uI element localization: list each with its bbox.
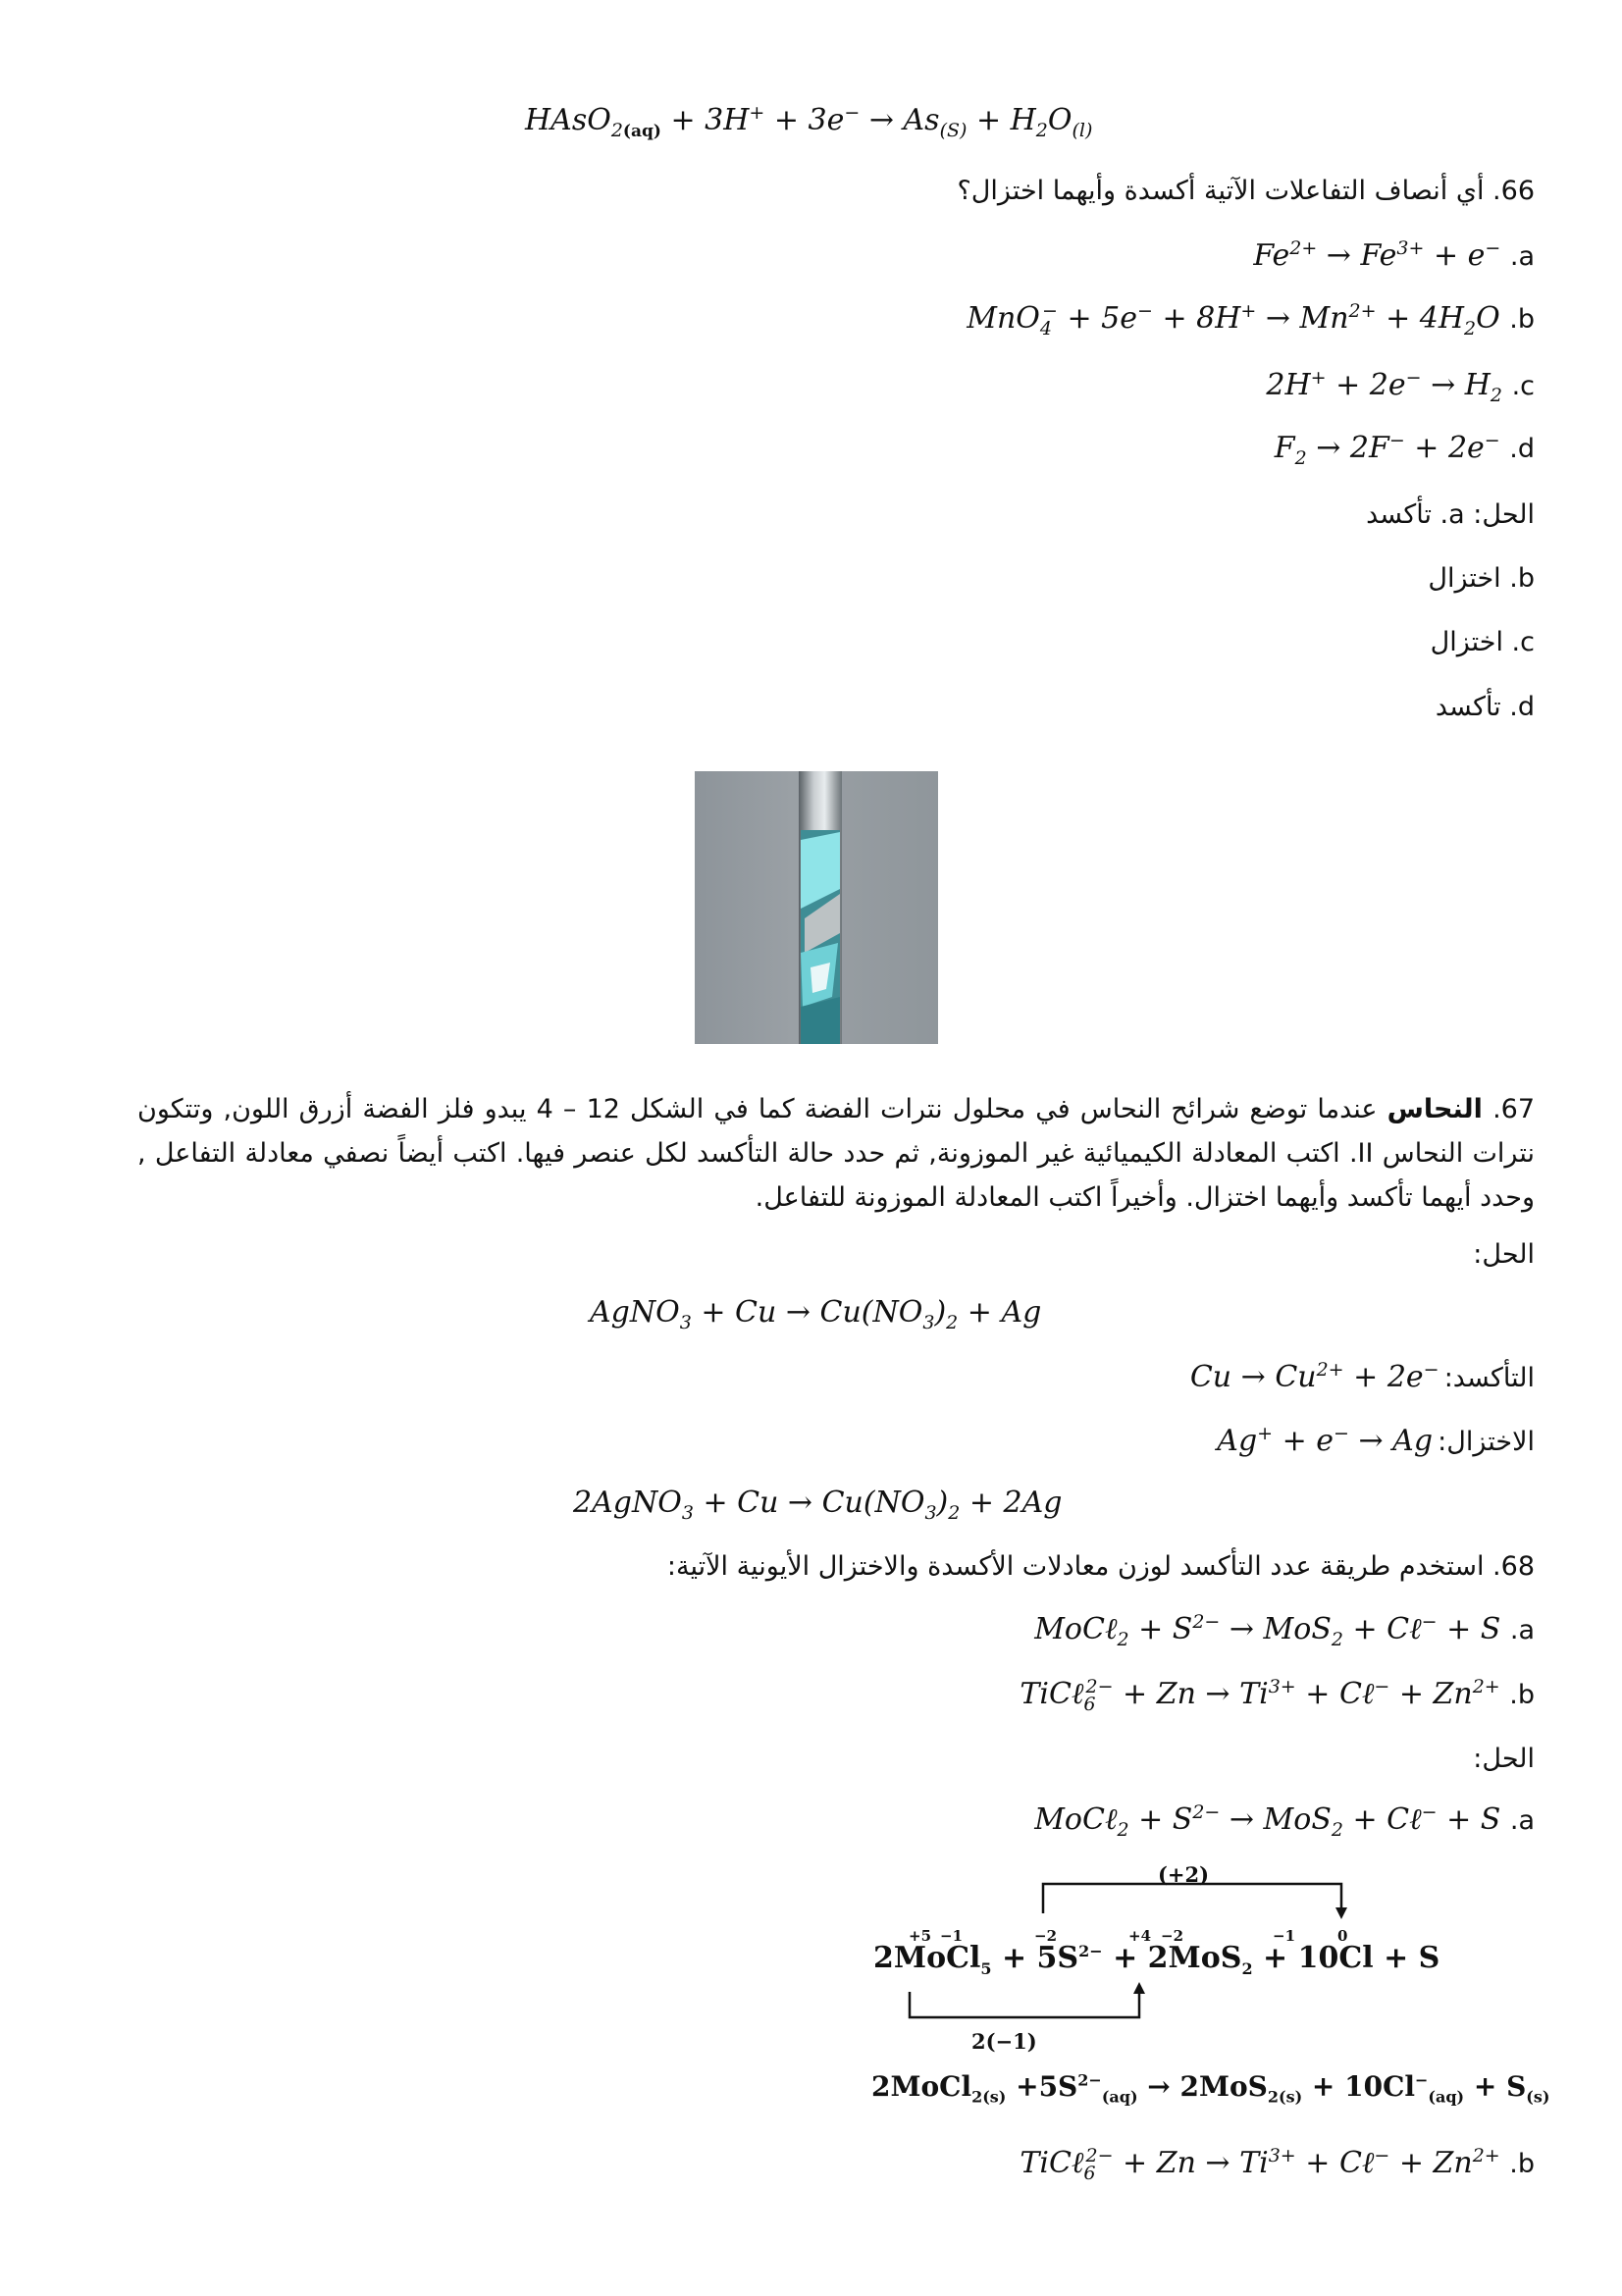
ox-state-1: +5 <box>909 1927 932 1945</box>
bottom-change-label: 2(−1) <box>971 2029 1037 2054</box>
test-tube-illustration <box>695 771 938 1044</box>
reduction-label: الاختزال: <box>1438 1427 1535 1457</box>
ox-state-2: −1 <box>940 1927 964 1945</box>
ox-state-3: −2 <box>1034 1927 1058 1945</box>
reduction-equation: Ag+ + e− → Ag <box>1217 1423 1434 1458</box>
q67-paragraph <box>137 1087 1535 1220</box>
q66-option-b: $MnO_4^- + 5e^- + 8H^+ \to Mn^{2+} + 4H_2O$ .b <box>967 300 1535 339</box>
q66-answer-d: d. تأكسد <box>1435 692 1535 722</box>
q66-answer-a: الحل: a. تأكسد <box>1366 499 1535 530</box>
q67-balanced-equation: 2AgNO$_3$ + $Cu \to Cu(NO_3)_2 + 2Ag$ <box>573 1486 1063 1524</box>
q67-reduction-row <box>1217 1423 1535 1461</box>
q67-unbalanced-equation: AgNO$_3$ + $Cu \to Cu(NO_3)_2 + Ag$ <box>590 1295 1042 1333</box>
oxidation-number-diagram <box>863 1862 1440 2059</box>
equation-top: HAsO$_{2(aq)}$ + $3H^+ + 3e^- \to As_{(S)} + H_2O_{(l)}$ <box>525 102 1093 141</box>
q68-option-b-repeat: TiCℓ$_6^{2-}$ + $Zn \to Ti^{3+}$ + Cℓ− + $Zn^{2+}$ .b <box>1020 2145 1535 2184</box>
q68-question: 68. استخدم طريقة عدد التأكسد لوزن معادلات الأكسدة والاختزال الأيونية الآتية: <box>666 1551 1535 1582</box>
oxidation-equation: $Cu \to Cu^{2+} + 2e^-$ <box>1189 1359 1439 1394</box>
diagram-equation: 2MoCl$_5$ + $5S^{2-} + 2MoS_2 + 10Cl + S$ <box>873 1941 1440 1978</box>
top-change-label: (+2) <box>1158 1862 1210 1887</box>
q68-option-b: TiCℓ$_6^{2-}$ + $Zn \to Ti^{3+}$ + Cℓ− + $Zn^{2+}$ .b <box>1020 1676 1535 1715</box>
q68-final-equation: 2MoCl$_{2(s)}$ $+5S^{2-}_{(aq)} \to 2MoS_{2(s)} + 10Cl^-_{(aq)} + S_{(s)}$ <box>871 2070 1550 2107</box>
q66-answer-c: c. اختزال <box>1430 627 1535 657</box>
q66-question: 66. أي أنصاف التفاعلات الآتية أكسدة وأيهما اختزال؟ <box>957 176 1535 206</box>
copper-strip-photo <box>695 771 938 1044</box>
q68-option-a: MoCℓ$_2$ + $S^{2-} \to MoS_2$ + Cℓ− + S .a <box>1034 1611 1535 1650</box>
q66-answer-b: b. اختزال <box>1428 563 1535 594</box>
q66-option-d: $F_2 \to 2F^- + 2e^-$ .d <box>1274 430 1535 469</box>
ox-state-6: −1 <box>1273 1927 1296 1945</box>
q68-solution-label: الحل: <box>1473 1744 1535 1774</box>
q67-number: 67. <box>1492 1094 1536 1124</box>
oxidation-label: التأكسد: <box>1443 1363 1535 1393</box>
q67-text: عندما توضع شرائح النحاس في محلول نترات الفضة كما في الشكل 12 – 4 يبدو فلز الفضة أزرق اللون, وتتكون نترات النحاس II. اكتب المعادلة الكيميائية غير الموزونة, ثم حدد حالة التأكسد لكل عنصر فيها. اكتب أيضاً نصفي معادلة التفاعل , وحدد أيهما تأكسد وأيهما اختزال. وأخيراً اكتب المعادلة الموزونة للتفاعل. <box>137 1094 1535 1213</box>
q66-option-a: $Fe^{2+} \to Fe^{3+} + e^-$ .a <box>1253 237 1535 273</box>
q67-keyword: النحاس <box>1387 1094 1483 1124</box>
ox-state-4: +4 <box>1128 1927 1152 1945</box>
q68-option-a-repeat: MoCℓ$_2$ + $S^{2-} \to MoS_2$ + Cℓ− + S .a <box>1034 1801 1535 1841</box>
q67-oxidation-row <box>1190 1359 1535 1397</box>
ox-state-7: 0 <box>1337 1927 1348 1945</box>
q67-solution-label: الحل: <box>1473 1239 1535 1270</box>
ox-state-5: −2 <box>1161 1927 1184 1945</box>
q66-option-c: $2H^+ + 2e^- \to H_2$ .c <box>1266 367 1535 406</box>
